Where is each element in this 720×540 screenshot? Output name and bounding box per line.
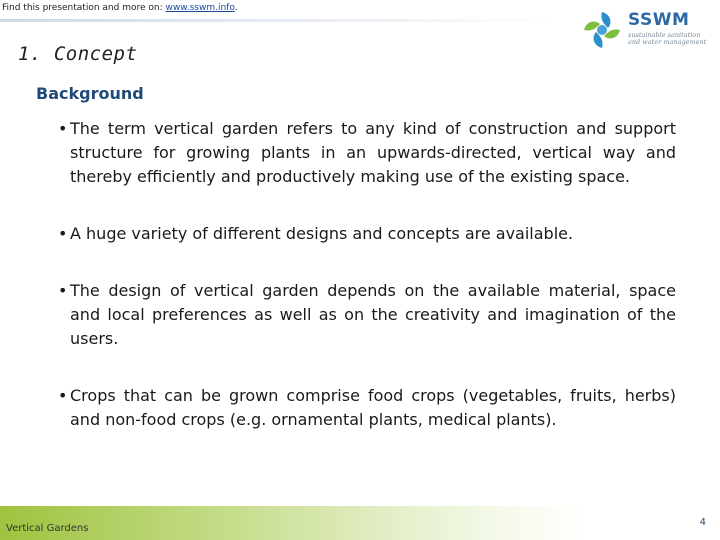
sswm-logo — [580, 8, 712, 54]
sswm-logo-icon — [580, 8, 624, 52]
sswm-logo-tagline-2: and water management — [628, 38, 707, 46]
bullet-text: A huge variety of different designs and concepts are available. — [70, 224, 574, 243]
section-title: 1. Concept — [18, 43, 138, 65]
bullet-text: Crops that can be grown comprise food crops (vegetables, fruits, herbs) and non-food crops (e.g. ornamental plants, medical plants). — [70, 386, 676, 429]
header-rule — [0, 19, 560, 22]
bullet-dot: • — [58, 281, 68, 300]
footer-title: Vertical Gardens — [6, 523, 89, 534]
sswm-logo-tagline-1: sustainable sanitation — [628, 31, 701, 39]
source-notice — [2, 3, 238, 13]
bullet-dot: • — [58, 386, 68, 405]
bullet-dot: • — [58, 224, 68, 243]
bullet-item — [58, 384, 676, 432]
bullet-list — [58, 117, 676, 465]
bullet-item — [58, 279, 676, 351]
footer-band — [0, 506, 720, 540]
bullet-item — [58, 117, 676, 189]
bullet-text: The design of vertical garden depends on the available material, space and local preferences as well as on the creativity and imagination of the users. — [70, 281, 676, 348]
sswm-logo-word: SSWM — [628, 10, 690, 30]
source-notice-period: . — [234, 3, 238, 13]
bullet-dot: • — [58, 119, 68, 138]
bullet-text: The term vertical garden refers to any kind of construction and support structure for growing plants in an upwards-directed, vertical way and thereby efficiently and productively making use of the existing space. — [70, 119, 676, 186]
sswm-logo-text — [628, 10, 706, 46]
bullet-item — [58, 222, 676, 246]
source-notice-text: Find this presentation and more on: — [2, 3, 166, 13]
subheading: Background — [36, 84, 144, 103]
page-number: 4 — [699, 517, 706, 528]
sswm-link[interactable]: www.sswm.info — [165, 3, 235, 13]
